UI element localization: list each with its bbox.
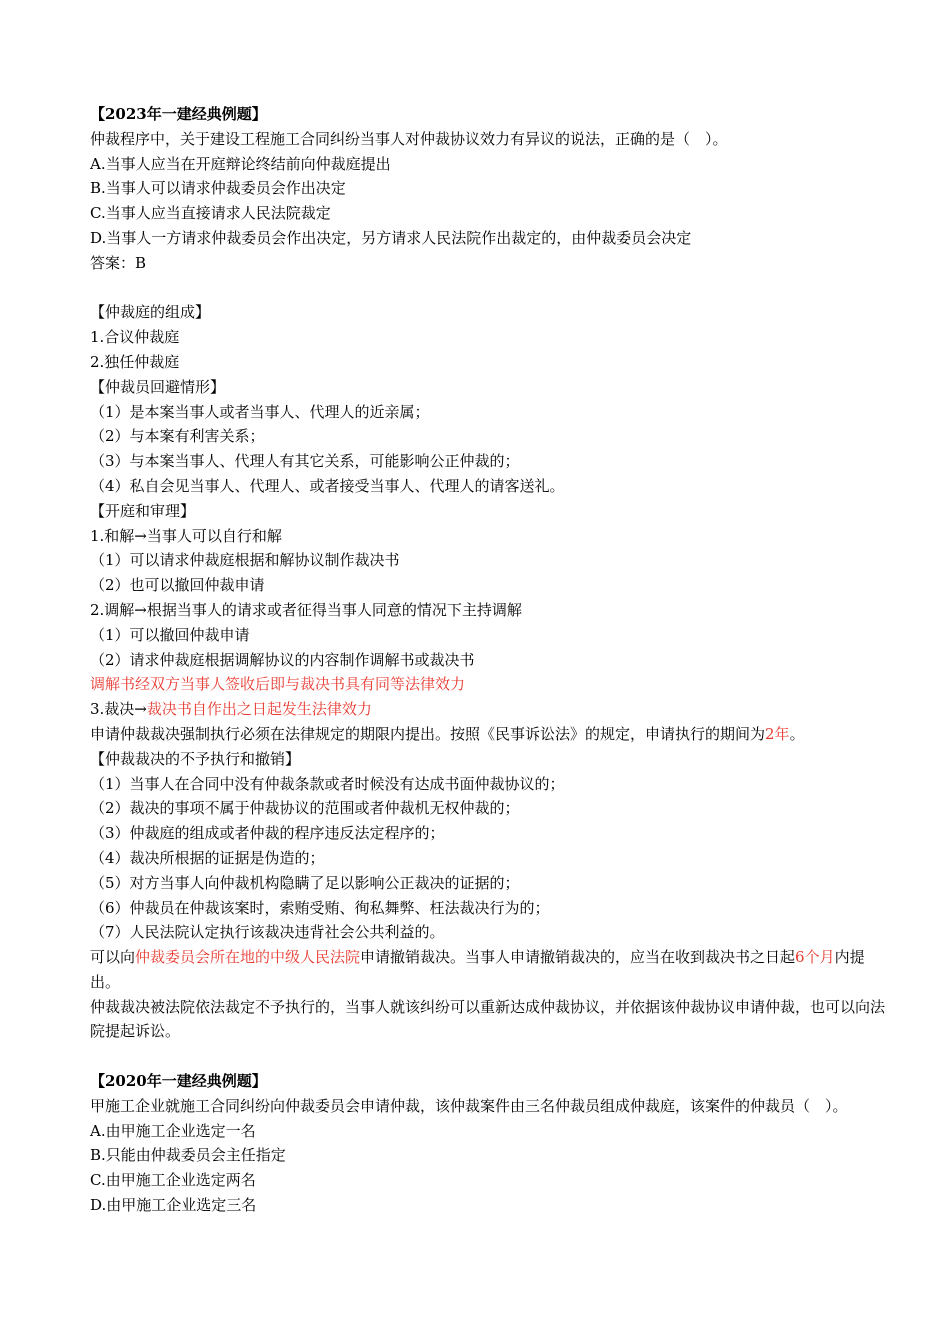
paragraph-text: 申请仲裁裁决强制执行必须在法律规定的期限内提出。按照《民事诉讼法》的规定，申请执行的期间为	[90, 724, 766, 743]
award-line	[90, 697, 890, 722]
list-item: 1.合议仲裁庭	[90, 328, 180, 347]
section-heading: 【仲裁员回避情形】	[90, 377, 226, 396]
document-page	[90, 102, 890, 1218]
list-item: （1）可以请求仲裁庭根据和解协议制作裁决书	[90, 551, 400, 570]
list-item: （1）可以撤回仲裁申请	[90, 625, 250, 644]
tribunal-section	[90, 300, 890, 374]
spacer	[90, 1044, 890, 1069]
section-heading: 【2023年一建经典例题】	[90, 105, 267, 123]
list-item: （6）仲裁员在仲裁该案时，索贿受贿、徇私舞弊、枉法裁决行为的；	[90, 898, 550, 917]
paragraph-text: 可以向	[90, 948, 136, 967]
spacer	[90, 276, 890, 301]
option-b: B.只能由仲裁委员会主任指定	[90, 1146, 286, 1165]
hearing-section	[90, 499, 890, 747]
revoke-paragraph	[90, 945, 890, 995]
paragraph-text: 内提出。	[90, 948, 865, 991]
exam-question-2023	[90, 102, 890, 276]
list-item: （4）裁决所根据的证据是伪造的；	[90, 848, 325, 867]
highlight-text: 裁决书自作出之日起发生法律效力	[146, 700, 372, 719]
section-heading: 【2020年一建经典例题】	[90, 1072, 267, 1091]
list-item: （2）请求仲裁庭根据调解协议的内容制作调解书或裁决书	[90, 650, 475, 669]
paragraph-text: 。	[789, 724, 805, 743]
list-item: 1.和解→当事人可以自行和解	[90, 526, 282, 545]
list-item: （1）当事人在合同中没有仲裁条款或者时候没有达成书面仲裁协议的；	[90, 774, 565, 793]
list-item: （3）仲裁庭的组成或者仲裁的程序违反法定程序的；	[90, 824, 445, 843]
enforce-paragraph	[90, 722, 890, 747]
list-item: （4）私自会见当事人、代理人、或者接受当事人、代理人的请客送礼。	[90, 476, 565, 495]
list-item: （2）裁决的事项不属于仲裁协议的范围或者仲裁机无权仲裁的；	[90, 799, 520, 818]
option-a: A.由甲施工企业选定一名	[90, 1121, 256, 1140]
option-b: B.当事人可以请求仲裁委员会作出决定	[90, 179, 346, 198]
exam-question-2020	[90, 1069, 890, 1218]
option-d: D.当事人一方请求仲裁委员会作出决定，另方请求人民法院作出裁定的，由仲裁委员会决定	[90, 228, 692, 247]
recusal-section	[90, 375, 890, 499]
option-c: C.当事人应当直接请求人民法院裁定	[90, 204, 331, 223]
highlight-text: 6个月	[795, 948, 835, 967]
highlight-text: 仲裁委员会所在地的中级人民法院	[135, 948, 361, 967]
section-heading: 【仲裁裁决的不予执行和撤销】	[90, 749, 301, 768]
section-heading: 【仲裁庭的组成】	[90, 303, 211, 322]
section-heading: 【开庭和审理】	[90, 501, 196, 520]
after-paragraph: 仲裁裁决被法院依法裁定不予执行的，当事人就该纠纷可以重新达成仲裁协议，并依据该仲裁协议申请仲裁，也可以向法院提起诉讼。	[90, 997, 886, 1041]
option-a: A.当事人应当在开庭辩论终结前向仲裁庭提出	[90, 154, 391, 173]
list-item: （5）对方当事人向仲裁机构隐瞒了足以影响公正裁决的证据的；	[90, 873, 520, 892]
list-item: （1）是本案当事人或者当事人、代理人的近亲属；	[90, 402, 430, 421]
list-item: （3）与本案当事人、代理人有其它关系，可能影响公正仲裁的；	[90, 452, 520, 471]
option-d: D.由甲施工企业选定三名	[90, 1196, 257, 1215]
award-prefix: 3.裁决→	[90, 700, 147, 719]
highlight-text: 2年	[765, 724, 790, 743]
nonenforce-section	[90, 747, 890, 1045]
list-item: 2.调解→根据当事人的请求或者征得当事人同意的情况下主持调解	[90, 600, 522, 619]
list-item: （2）与本案有利害关系；	[90, 427, 265, 446]
answer-text: 答案：B	[90, 253, 147, 272]
list-item: （2）也可以撤回仲裁申请	[90, 576, 265, 595]
paragraph-text: 申请撤销裁决。当事人申请撤销裁决的，应当在收到裁决书之日起	[360, 948, 796, 967]
highlight-text: 调解书经双方当事人签收后即与裁决书具有同等法律效力	[90, 675, 466, 694]
question-text: 仲裁程序中，关于建设工程施工合同纠纷当事人对仲裁协议效力有异议的说法，正确的是（ ）。	[90, 129, 728, 148]
list-item: （7）人民法院认定执行该裁决违背社会公共利益的。	[90, 923, 445, 942]
list-item: 2.独任仲裁庭	[90, 352, 180, 371]
option-c: C.由甲施工企业选定两名	[90, 1171, 256, 1190]
question-text: 甲施工企业就施工合同纠纷向仲裁委员会申请仲裁，该仲裁案件由三名仲裁员组成仲裁庭，该案件的仲裁员（ ）。	[90, 1096, 848, 1115]
